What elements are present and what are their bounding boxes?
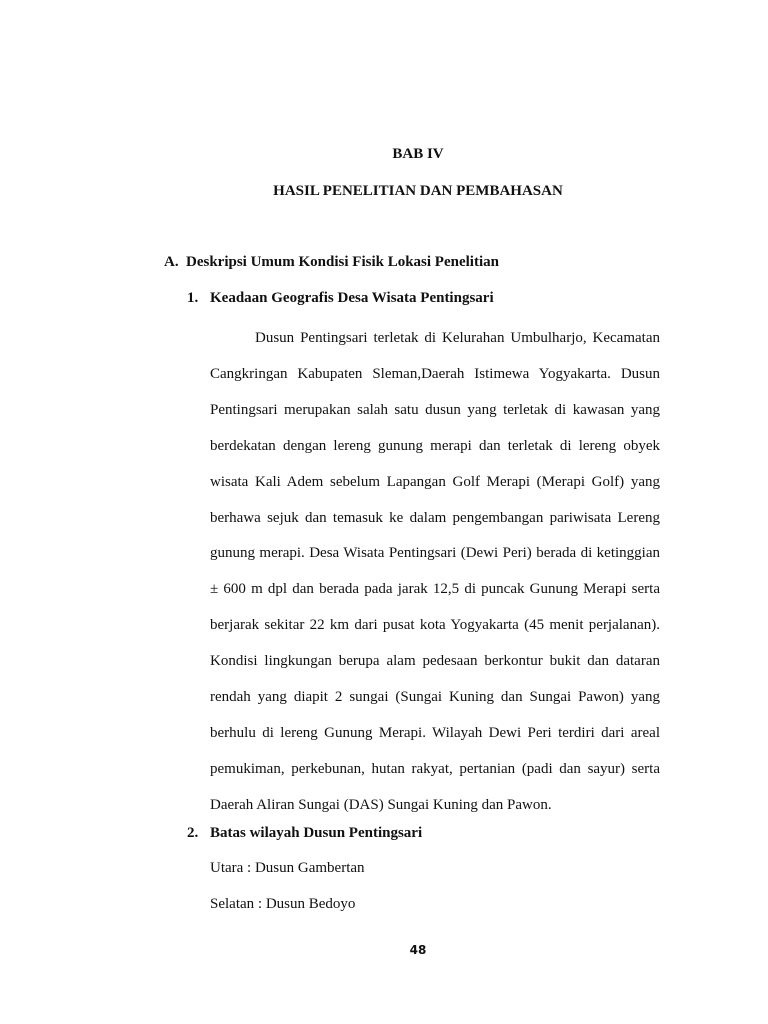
section-title: Deskripsi Umum Kondisi Fisik Lokasi Penelitian — [186, 254, 499, 270]
subsection-title: Keadaan Geografis Desa Wisata Pentingsari — [210, 290, 494, 306]
subsection-heading-1 — [187, 290, 494, 307]
section-marker: A. — [164, 254, 179, 270]
section-heading-a — [164, 254, 499, 271]
page-number: 48 — [409, 943, 427, 957]
subsection-heading-2 — [187, 825, 422, 842]
chapter-number: BAB IV — [392, 146, 444, 162]
boundary-south: Selatan : Dusun Bedoyo — [210, 896, 356, 912]
boundary-north: Utara : Dusun Gambertan — [210, 860, 365, 876]
chapter-title: HASIL PENELITIAN DAN PEMBAHASAN — [273, 183, 563, 199]
subsection-marker: 1. — [187, 290, 199, 306]
subsection-marker: 2. — [187, 825, 199, 841]
subsection-title: Batas wilayah Dusun Pentingsari — [210, 825, 423, 841]
body-paragraph: Dusun Pentingsari terletak di Kelurahan Umbulharjo, Kecamatan Cangkringan Kabupaten Sleman,Daerah Istimewa Yogyakarta. Dusun Pentingsari merupakan salah satu dusun yang terletak di kawasan yang berdekatan dengan lereng gunung merapi dan terletak di lereng obyek wisata Kali Adem sebelum Lapangan Golf Merapi (Merapi Golf) yang berhawa sejuk dan temasuk ke dalam pengembangan pariwisata Lereng gunung merapi. Desa Wisata Pentingsari (Dewi Peri) berada di ketinggian ± 600 m dpl dan berada pada jarak 12,5 di puncak Gunung Merapi serta berjarak sekitar 22 km dari pusat kota Yogyakarta (45 menit perjalanan). Kondisi lingkungan berupa alam pedesaan berkontur bukit dan dataran rendah yang diapit 2 sungai (Sungai Kuning dan Sungai Pawon) yang berhulu di lereng Gunung Merapi. Wilayah Dewi Peri terdiri dari areal pemukiman, perkebunan, hutan rakyat, pertanian (padi dan sayur) serta Daerah Aliran Sungai (DAS) Sungai Kuning dan Pawon. — [210, 330, 660, 813]
